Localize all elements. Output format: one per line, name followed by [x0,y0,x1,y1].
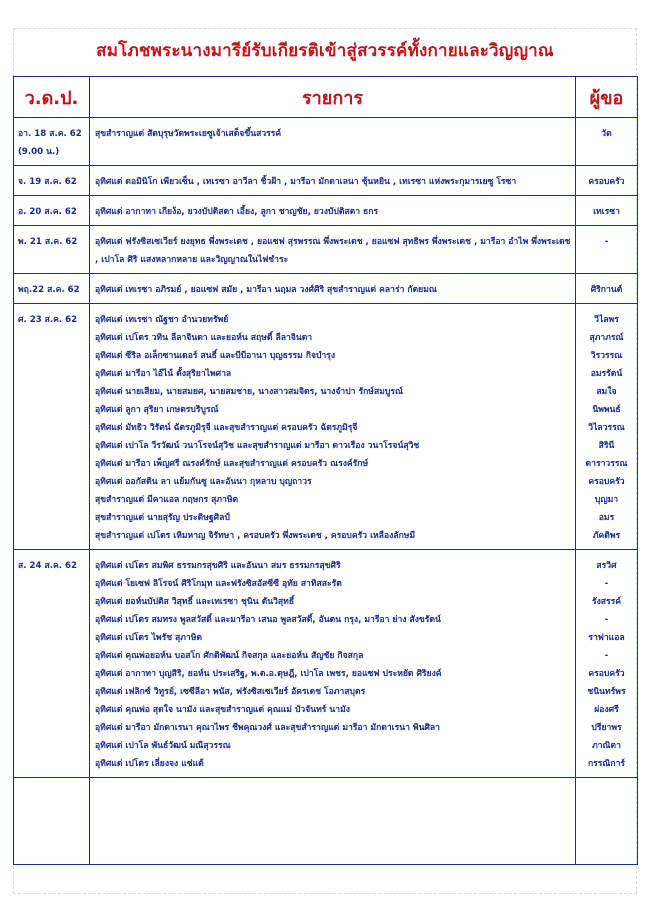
requester-cell-line: - [604,615,609,625]
table-row [14,118,638,166]
requester-cell-line: - [604,237,609,247]
items-cell-line: อุทิศแด่ โยเซฟ ลิโรจน์ ศิริโกมุท และฟรังซิสอัสซีซี อุทัย สาทิสสะรัต [95,579,342,589]
date-cell [14,166,90,196]
date-cell [14,550,90,778]
header-items: รายการ [90,77,576,118]
items-cell [90,304,576,550]
requester-cell-line: ครอบครัว [588,177,625,187]
table-row [14,166,638,196]
date-cell [14,304,90,550]
date-cell-line: พฤ.22 ส.ค. 62 [18,285,80,295]
items-cell-line: อุทิศแด่ เปโตร ไพรัช สุภาษิต [95,633,202,643]
table-row [14,196,638,226]
items-cell-line: สุขสำราญแด่ นายสุรัญ ประดิษฐศิลป์ [95,513,230,523]
requester-cell-line: ศิริกานต์ [590,285,623,295]
items-cell-line: อุทิศแด่ ดอมินิโก เพียวเซ็น , เทเรซา อาวีลา ชิ้วฝ้า , มารีอา มักดาเลนา ชุ้นหยิน , เทเรซา แห่งพระกุมารเยซู โรซา [95,177,517,187]
requester-cell [576,196,638,226]
items-cell [90,196,576,226]
requester-cell [576,118,638,166]
date-cell [14,118,90,166]
items-cell-line: อุทิศแด่ คุณพ่อ สุดใจ นามัง และสุขสำราญแด่ คุณแม่ บัวจันทร์ นามัง [95,705,350,715]
items-cell-line: อุทิศแด่ มัทธิว วิรัตน์ ฉัตรภูมิรุจี และสุขสำราญแด่ ครอบครัว ฉัตรภูมิรุจี [95,423,358,433]
items-cell-line: อุทิศแด่ มารีอา ไอ๊ไน้ ตั้งสุริยาไพศาล [95,369,232,379]
requester-cell-line: อมรรัตน์ [590,369,623,379]
items-cell [90,118,576,166]
requester-cell-line: รังสรรค์ [591,597,622,607]
requester-cell [576,550,638,778]
requester-cell-line: - [604,651,609,661]
requester-cell [576,274,638,304]
items-cell-line: อุทิศแด่ อากาทา เกียง้อ, ยวงบัปติสตา เอี้ยง, ลูกา ชาญชัย, ยวงบัปติสตา ธกร [95,207,379,217]
items-cell-line: สุขสำราญแด่ เปโตร เหิมหาญ จิรัทษา , ครอบครัว พึ่งพระเดช , ครอบครัว เหลืองลักษมี [95,531,416,541]
empty-cell [14,778,90,865]
requester-cell-line: ชนินทร์พร [587,687,626,697]
requester-cell-line: ครอบครัว [588,669,625,679]
items-cell [90,550,576,778]
items-cell-line: อุทิศแด่ ซีริล อเล็กซานเดอร์ สนธิ์ และบีบีอานา บุญธรรม กิจบำรุง [95,351,336,361]
items-cell-line: อุทิศแด่ เปโตร วทิน ลีลาจินดา และยอห์น สฤษดิ์ ลีลาจินดา [95,333,313,343]
requester-cell-line: สิรินี [598,441,615,451]
items-cell-line: สุขสำราญแด่ มีคาแอล กฤษกร สุภาษิต [95,495,239,505]
date-cell-line: ส. 24 ส.ค. 62 [18,561,77,571]
requester-cell-line: สุภาภรณ์ [589,333,624,343]
header-requester: ผู้ขอ [576,77,638,118]
requester-cell-line: วัด [601,129,612,139]
requester-cell-line: ภาณิดา [592,741,621,751]
items-cell [90,166,576,196]
page-title: สมโภชพระนางมารีย์รับเกียรติเข้าสู่สวรรค์ทั้งกายและวิญญาณ [96,41,554,61]
header-date: ว.ด.ป. [14,77,90,118]
date-cell-line: ศ. 23 ส.ค. 62 [18,315,78,325]
requester-cell [576,166,638,196]
items-cell-line: สุขสำราญแด่ สัตบุรุษวัดพระเยซูเจ้าเสด็จขึ้นสวรรค์ [95,129,282,139]
items-cell-line: อุทิศแด่ ฟรังซิสเซเวียร์ ยงยุทธ พึ่งพระเดช , ยอแซฟ สุรพรรณ พึ่งพระเดช , ยอแซฟ สุทธิพร พึ่งพระเดช , มารีอา อำไพ พึ่งพระเดช , เปาโล ศิริ แสงหลากหลาย และวิญญาณในไฟชำระ [95,237,571,265]
requester-cell-line: วิไลพร [594,315,619,325]
items-cell [90,274,576,304]
requester-cell [576,226,638,274]
items-cell-line: อุทิศแด่ เปโตร สมทรง พูลสวัสดิ์ และมารีอา เสนอ พูลสวัสดิ์, อันตน กรุง, มารีอา ย่าง สังขรัตน์ [95,615,441,625]
requester-cell-line: เทเรซา [593,207,620,217]
requester-cell-line: ดาราวรรณ [585,459,628,469]
date-cell [14,196,90,226]
items-cell-line: อุทิศแด่ อากาทา บุญสิริ, ยอห์น ประเสริฐ, พ.ต.อ.ดุษฎี, เปาโล เพชร, ยอแซฟ ประหยัด ศิริยงค์ [95,669,442,679]
items-cell-line: อุทิศแด่ ยอห์นบัปติส วิสุทธิ์ และเทเรซา ชุนิน ตันวิสุทธิ์ [95,597,295,607]
requester-cell-line: ปรียาพร [591,723,622,733]
items-cell-line: อุทิศแด่ เทเรซา อภิรมย์ , ยอแซฟ สมัย , มารีอา นฤมล วงศ์ศิริ สุขสำราญแด่ คลาร่า กัตยมณ [95,285,437,295]
items-cell [90,226,576,274]
date-cell-line: อ. 20 ส.ค. 62 [18,207,77,217]
table-row [14,226,638,274]
items-cell-line: อุทิศแด่ เปาโล วีรวัฒน์ วนาโรจน์สุวิช และสุขสำราญแด่ มารีอา ดาวเรือง วนาโรจน์สุวิช [95,441,420,451]
requester-cell-line: ครอบครัว [588,477,625,487]
requester-cell-line: - [604,579,609,589]
items-cell-line: อุทิศแด่ เปาโล พันธ์วัฒน์ มณีสุวรรณ [95,741,231,751]
requester-cell-line: ผ่องศรี [594,705,619,715]
items-cell-line: อุทิศแด่ มารีอา เพ็ญศรี ณรงค์รักษ์ และสุขสำราญแด่ ครอบครัว ณรงค์รักษ์ [95,459,369,469]
items-cell-line: อุทิศแด่ คุณพ่อยอห์น บอสโก ศักดิพัฒน์ กิจสกุล และยอห์น สัญชัย กิจสกุล [95,651,364,661]
table-row [14,550,638,778]
date-cell-line: อา. 18 ส.ค. 62 [18,129,82,139]
date-cell [14,226,90,274]
items-cell-line: อุทิศแด่ เทเรซา ณัฐชา อำนวยทรัพย์ [95,315,229,325]
table-header-row [14,77,638,118]
requester-cell-line: วิรวรรณ [590,351,623,361]
requester-cell-line: กรรณิการ์ [587,759,626,769]
intentions-table [13,76,638,865]
requester-cell-line: สมใจ [596,387,617,397]
items-cell-line: อุทิศแด่ เปโตร สมพิศ ธรรมกรสุขศิริ และอันนา สมร ธรรมกรสุขศิริ [95,561,341,571]
requester-cell-line: อมร [598,513,615,523]
requester-cell-line: วิไลวรรณ [588,423,625,433]
requester-cell-line: สรวิศ [596,561,617,571]
empty-cell [576,778,638,865]
table-row [14,274,638,304]
date-cell-line: (9.00 น.) [18,147,60,157]
requester-cell-line: นิพพนธ์ [592,405,621,415]
date-cell [14,274,90,304]
requester-cell [576,304,638,550]
items-cell-line: อุทิศแด่ มารีอา มักดาเรนา คุณาไพร ชีพคุณวงศ์ และสุขสำราญแด่ มารีอา มักดาเรนา พินศิลา [95,723,441,733]
table-row [14,304,638,550]
items-cell-line: อุทิศแด่ ลูกา สุริยา เกษตรบริบูรณ์ [95,405,219,415]
date-cell-line: พ. 21 ส.ค. 62 [18,237,78,247]
items-cell-line: อุทิศแด่ นายเสียม, นายสมยศ, นายสมชาย, นางสาวสมจิตร, นางจำปา รักษ์สมบูรณ์ [95,387,403,397]
items-cell-line: อุทิศแด่ เฟลิกซ์ วิทูรย์, เซซีลีอา พนัส, ฟรังซิสเซเวียร์ อัครเดช โอภาสบุตร [95,687,366,697]
requester-cell-line: บุญมา [594,495,619,505]
items-cell-line: อุทิศแด่ เปโตร เลี่ยงจง แซ่แต้ [95,759,204,769]
empty-row [14,778,638,865]
date-cell-line: จ. 19 ส.ค. 62 [18,177,77,187]
items-cell-line: อุทิศแด่ ออกัสติน ลา แย้มกันซู และอันนา กุหลาบ บุญถาวร [95,477,312,487]
requester-cell-line: ภัคดิพร [592,531,621,541]
requester-cell-line: ราฟาแอล [588,633,625,643]
empty-cell [90,778,576,865]
